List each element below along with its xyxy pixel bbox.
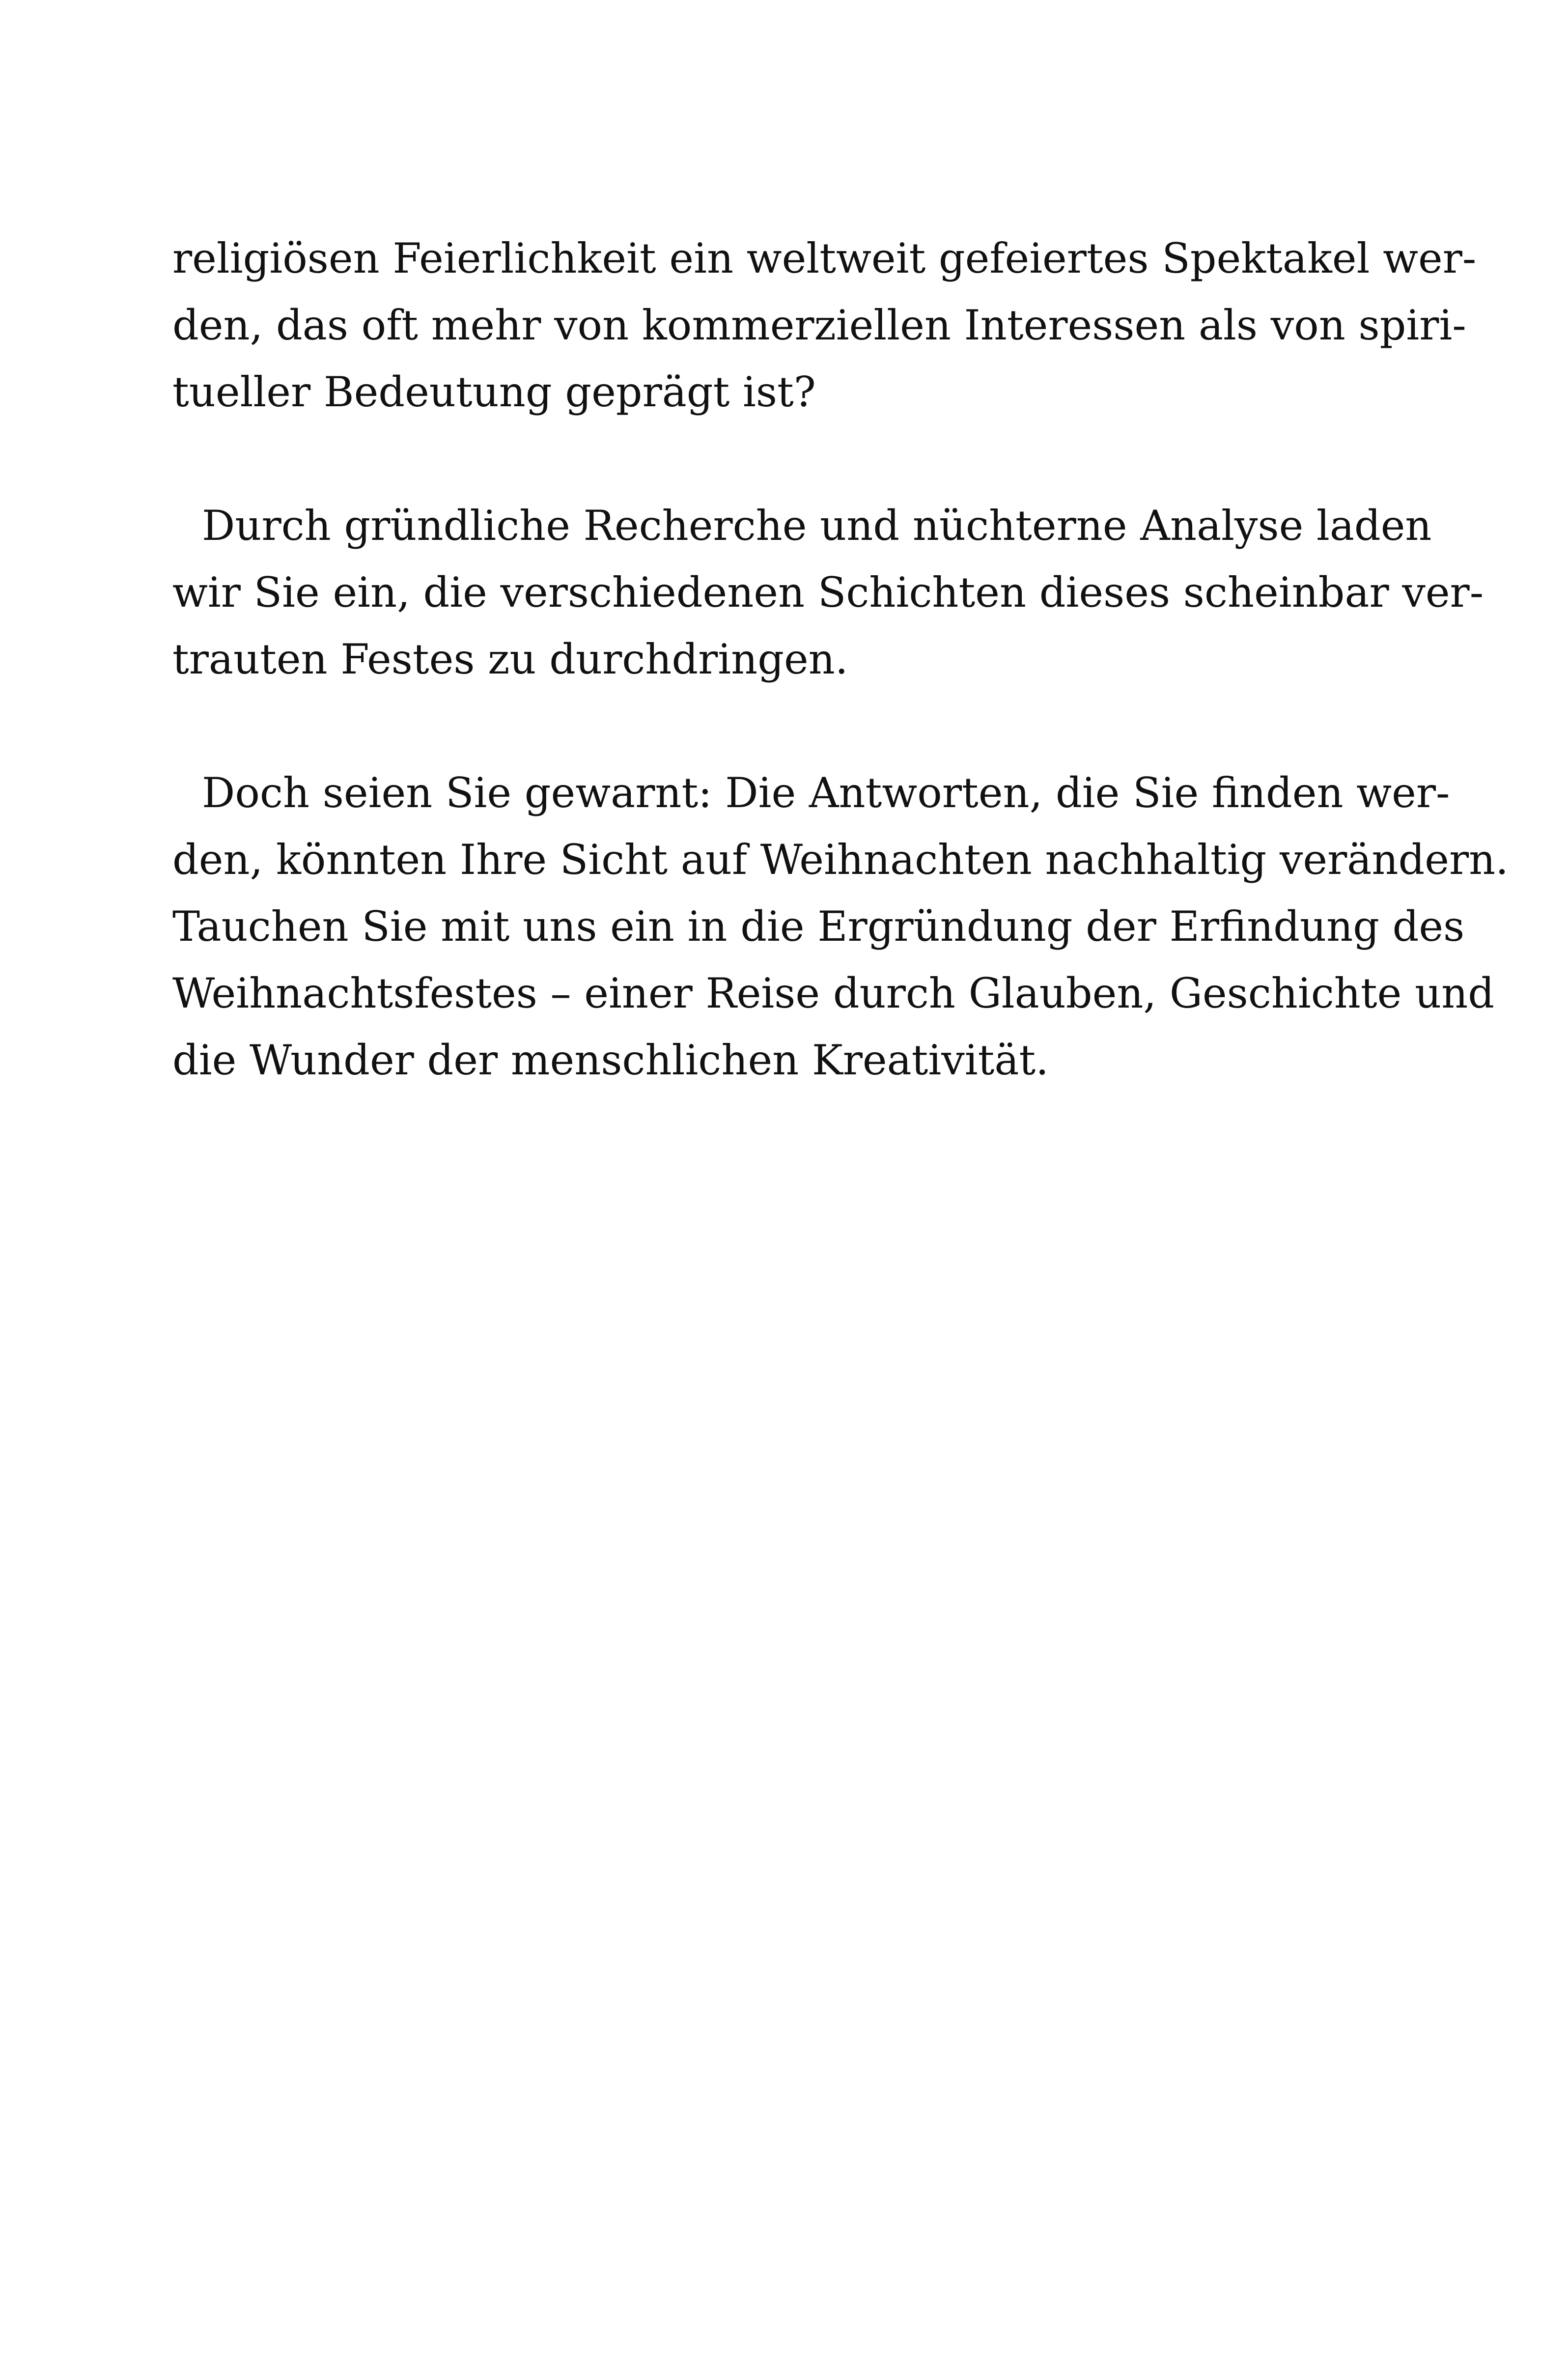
text-line: den, das oft mehr von kommerziellen Interessen als von spiri- [172, 301, 1466, 349]
text-line: Durch gründliche Recherche und nüchterne Analyse laden [202, 502, 1432, 550]
text-line: die Wunder der menschlichen Kreativität. [172, 1036, 1049, 1084]
text-line: tueller Bedeutung geprägt ist? [172, 368, 816, 416]
text-line: Doch seien Sie gewarnt: Die Antworten, die Sie finden wer- [202, 769, 1450, 817]
paragraph-1 [172, 225, 1477, 425]
paragraph-3 [172, 759, 1509, 1094]
text-line: Weihnachtsfestes – einer Reise durch Glauben, Geschichte und [172, 969, 1495, 1017]
paragraph-spacer [172, 693, 1325, 759]
body-text [172, 225, 1509, 1094]
text-line: trauten Festes zu durchdringen. [172, 635, 848, 683]
text-line: Tauchen Sie mit uns ein in die Ergründung der Erfindung des [172, 902, 1465, 951]
text-line: den, könnten Ihre Sicht auf Weihnachten nachhaltig verändern. [172, 836, 1509, 884]
text-line: wir Sie ein, die verschiedenen Schichten dieses scheinbar ver- [172, 568, 1484, 617]
paragraph-2 [172, 492, 1484, 693]
text-line: religiösen Feierlichkeit ein weltweit gefeiertes Spektakel wer- [172, 234, 1477, 282]
paragraph-spacer [172, 425, 1325, 492]
